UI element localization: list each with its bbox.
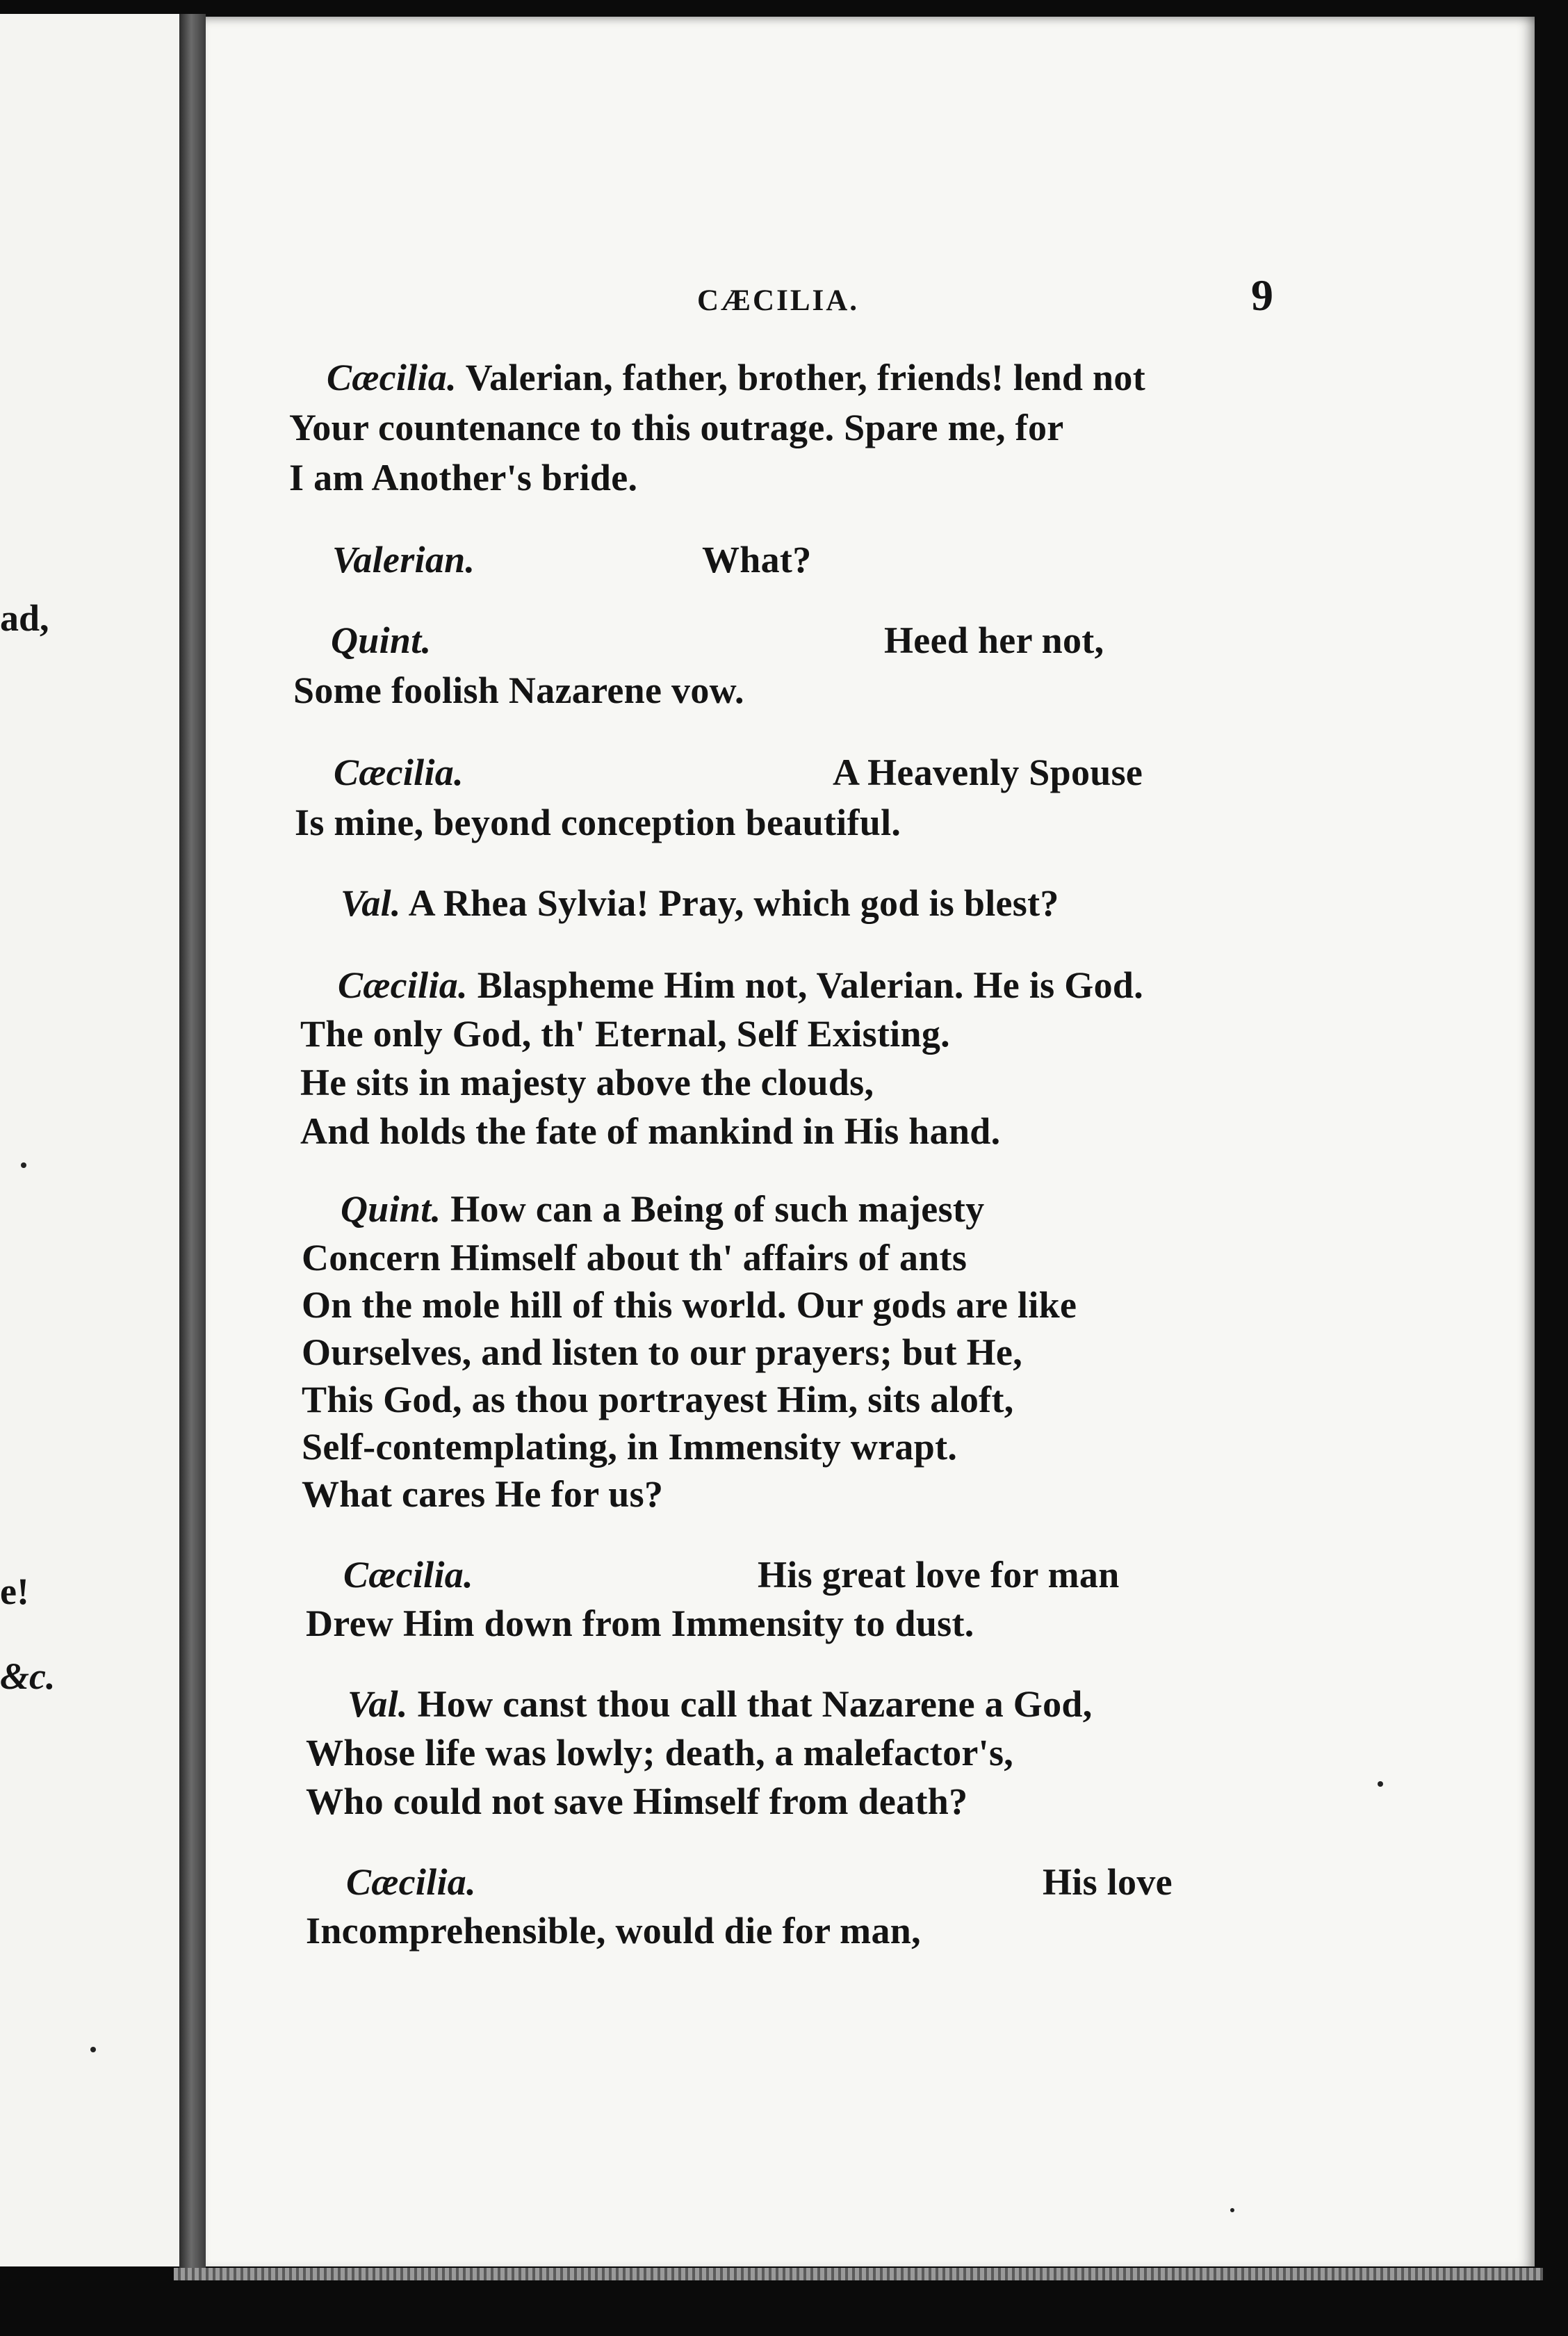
left-fragment-3: &c. <box>0 1655 56 1697</box>
line-text: Some foolish Nazarene vow. <box>293 670 744 711</box>
page-number: 9 <box>1251 270 1273 320</box>
line-text: Ourselves, and listen to our prayers; but He, <box>302 1331 1022 1373</box>
dialogue-line <box>300 1012 950 1055</box>
line-text: Who could not save Himself from death? <box>306 1781 968 1822</box>
dialogue-line <box>306 1780 967 1823</box>
dialogue-line <box>338 964 1143 1007</box>
line-text: Concern Himself about th' affairs of ants <box>302 1237 967 1279</box>
dialogue-line <box>833 751 1143 794</box>
dialogue-line <box>334 751 464 794</box>
line-text: I am Another's bride. <box>289 457 638 498</box>
speaker-name: Quint. <box>331 619 432 661</box>
dialogue-line <box>346 1860 476 1904</box>
speaker-name: Val. <box>341 882 401 924</box>
speaker-name: Valerian. <box>332 539 475 581</box>
line-text: Heed her not, <box>884 619 1104 661</box>
line-text: On the mole hill of this world. Our gods are like <box>302 1284 1077 1326</box>
speaker-name: Val. <box>348 1683 408 1725</box>
dialogue-line <box>306 1909 921 1952</box>
dialogue-line <box>289 456 637 499</box>
speaker-name: Cæcilia. <box>346 1861 476 1903</box>
dialogue-line <box>306 1602 974 1645</box>
speaker-name: Cæcilia. <box>343 1554 473 1596</box>
dialogue-line <box>758 1553 1120 1596</box>
dialogue-line <box>300 1061 874 1104</box>
dialogue-line <box>331 619 431 662</box>
speaker-name: Cæcilia. <box>338 964 468 1006</box>
left-fragment-2: e! <box>0 1571 29 1612</box>
line-text: A Rhea Sylvia! Pray, which god is blest? <box>408 882 1059 924</box>
dialogue-line <box>302 1425 957 1468</box>
dialogue-line <box>306 1731 1013 1774</box>
line-text: What? <box>702 539 812 581</box>
dialogue-line <box>341 882 1059 925</box>
dialogue-line <box>302 1378 1014 1421</box>
speck-mark <box>1378 1781 1383 1787</box>
line-text: Is mine, beyond conception beautiful. <box>295 802 901 843</box>
dialogue-line <box>293 669 744 712</box>
dialogue-line <box>302 1473 663 1516</box>
line-text: What cares He for us? <box>302 1473 664 1515</box>
speck-mark <box>21 1162 26 1168</box>
line-text: Drew Him down from Immensity to dust. <box>306 1603 974 1644</box>
line-text: The only God, th' Eternal, Self Existing. <box>300 1013 950 1055</box>
dialogue-line <box>302 1331 1022 1374</box>
line-text: How canst thou call that Nazarene a God, <box>417 1683 1093 1725</box>
speaker-name: Cæcilia. <box>334 752 464 793</box>
line-text: This God, as thou portrayest Him, sits aloft, <box>302 1379 1014 1420</box>
dialogue-line <box>302 1283 1077 1327</box>
speck-mark <box>90 2047 96 2052</box>
dialogue-line <box>302 1236 967 1279</box>
line-text: His great love for man <box>758 1554 1120 1596</box>
left-facing-page <box>0 14 179 2266</box>
line-text: Your countenance to this outrage. Spare me, for <box>289 407 1064 448</box>
line-text: His love <box>1043 1861 1173 1903</box>
speaker-name: Quint. <box>341 1188 441 1230</box>
left-fragment-1: ad, <box>0 597 49 639</box>
line-text: Whose life was lowly; death, a malefactor's, <box>306 1732 1014 1774</box>
line-text: Self-contemplating, in Immensity wrapt. <box>302 1426 958 1468</box>
line-text: Blaspheme Him not, Valerian. He is God. <box>477 964 1144 1006</box>
page-edge <box>174 2268 1543 2280</box>
line-text: Incomprehensible, would die for man, <box>306 1910 921 1952</box>
line-text: How can a Being of such majesty <box>450 1188 985 1230</box>
dialogue-line <box>289 406 1064 449</box>
dialogue-line <box>327 356 1145 399</box>
dialogue-line <box>343 1553 473 1596</box>
dialogue-line <box>702 538 812 581</box>
dialogue-line <box>300 1110 1000 1153</box>
line-text: And holds the fate of mankind in His hand. <box>300 1110 1001 1152</box>
line-text: A Heavenly Spouse <box>833 752 1143 793</box>
dialogue-line <box>295 801 901 844</box>
dialogue-line <box>348 1682 1093 1726</box>
dialogue-line <box>884 619 1104 662</box>
dialogue-line <box>1043 1860 1173 1904</box>
dialogue-line <box>341 1187 984 1231</box>
line-text: Valerian, father, brother, friends! lend not <box>465 357 1145 398</box>
speck-mark <box>1230 2208 1234 2212</box>
book-gutter <box>179 14 206 2280</box>
dialogue-line <box>332 538 475 581</box>
line-text: He sits in majesty above the clouds, <box>300 1062 874 1103</box>
speaker-name: Cæcilia. <box>327 357 457 398</box>
running-header: CÆCILIA. <box>697 284 860 317</box>
